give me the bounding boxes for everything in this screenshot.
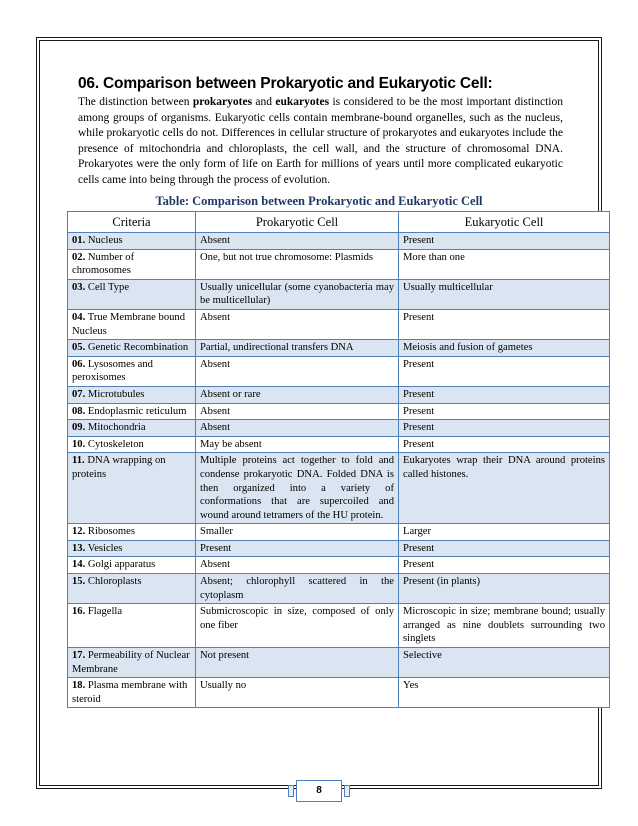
eukaryotic-cell: Present: [399, 557, 610, 574]
eukaryotic-cell: Present: [399, 309, 610, 339]
criteria-cell: [68, 436, 196, 453]
prokaryotic-cell: Absent; chlorophyll scattered in the cytoplasm: [196, 574, 399, 604]
row-number: 17.: [72, 650, 86, 662]
criteria-cell: [68, 233, 196, 250]
criteria-cell: [68, 540, 196, 557]
criteria-label: True Membrane bound Nucleus: [72, 311, 186, 337]
row-number: 08.: [72, 405, 86, 417]
eukaryotic-cell: Present: [399, 386, 610, 403]
table-row: [68, 279, 610, 309]
eukaryotic-cell: Present: [399, 356, 610, 386]
prokaryotic-cell: Submicroscopic in size, composed of only one fiber: [196, 604, 399, 648]
page-number: 8: [296, 780, 342, 802]
table-row: [68, 678, 610, 708]
intro-text-2: and: [252, 96, 276, 108]
intro-bold-prokaryotes: prokaryotes: [192, 96, 253, 108]
row-number: 05.: [72, 342, 86, 354]
prokaryotic-cell: One, but not true chromosome: Plasmids: [196, 249, 399, 279]
criteria-label: Cell Type: [87, 281, 130, 293]
criteria-cell: [68, 420, 196, 437]
table-row: [68, 648, 610, 678]
row-number: 16.: [72, 606, 86, 618]
criteria-label: Genetic Recombination: [87, 342, 189, 354]
table-row: [68, 403, 610, 420]
table-row: [68, 436, 610, 453]
criteria-cell: [68, 678, 196, 708]
criteria-cell: [68, 340, 196, 357]
intro-bold-eukaryotes: eukaryotes: [275, 96, 330, 108]
eukaryotic-cell: Present: [399, 540, 610, 557]
criteria-label: Nucleus: [87, 235, 123, 246]
criteria-cell: [68, 557, 196, 574]
criteria-label: Number of chromosomes: [72, 251, 135, 277]
row-number: 02.: [72, 251, 86, 263]
prokaryotic-cell: Usually no: [196, 678, 399, 708]
table-row: [68, 340, 610, 357]
table-body: [68, 233, 610, 708]
section-heading: 06. Comparison between Prokaryotic and Eukaryotic Cell:: [78, 75, 493, 92]
criteria-cell: [68, 309, 196, 339]
eukaryotic-cell: Present: [399, 403, 610, 420]
row-number: 13.: [72, 542, 86, 554]
criteria-cell: [68, 249, 196, 279]
row-number: 03.: [72, 281, 86, 293]
eukaryotic-cell: Present: [399, 420, 610, 437]
prokaryotic-cell: Absent or rare: [196, 386, 399, 403]
criteria-label: Permeability of Nuclear Membrane: [72, 650, 190, 675]
criteria-label: Cytoskeleton: [87, 438, 144, 450]
comparison-table: [67, 211, 610, 708]
criteria-label: Ribosomes: [87, 526, 135, 538]
table-row: [68, 574, 610, 604]
prokaryotic-cell: Absent: [196, 420, 399, 437]
criteria-cell: [68, 648, 196, 678]
row-number: 09.: [72, 422, 86, 434]
criteria-cell: [68, 386, 196, 403]
row-number: 07.: [72, 388, 86, 400]
table-row: [68, 557, 610, 574]
row-number: 06.: [72, 358, 86, 370]
criteria-cell: [68, 356, 196, 386]
eukaryotic-cell: Present (in plants): [399, 574, 610, 604]
criteria-label: Golgi apparatus: [87, 559, 156, 571]
criteria-label: DNA wrapping on proteins: [72, 455, 166, 480]
eukaryotic-cell: Meiosis and fusion of gametes: [399, 340, 610, 357]
row-number: 18.: [72, 680, 86, 692]
prokaryotic-cell: Absent: [196, 309, 399, 339]
prokaryotic-cell: Present: [196, 540, 399, 557]
table-row: [68, 604, 610, 648]
table-header-row: [68, 212, 610, 233]
eukaryotic-cell: Present: [399, 233, 610, 250]
table-row: [68, 356, 610, 386]
criteria-cell: [68, 279, 196, 309]
prokaryotic-cell: May be absent: [196, 436, 399, 453]
eukaryotic-cell: Present: [399, 436, 610, 453]
row-number: 04.: [72, 311, 86, 323]
intro-paragraph: [78, 95, 563, 189]
criteria-label: Mitochondria: [87, 422, 146, 434]
eukaryotic-cell: Usually multicellular: [399, 279, 610, 309]
prokaryotic-cell: Absent: [196, 233, 399, 250]
eukaryotic-cell: Yes: [399, 678, 610, 708]
criteria-label: Microtubules: [87, 388, 145, 400]
criteria-label: Endoplasmic reticulum: [87, 405, 187, 417]
prokaryotic-cell: Usually unicellular (some cyanobacteria may be multicellular): [196, 279, 399, 309]
row-number: 15.: [72, 576, 86, 588]
criteria-label: Chloroplasts: [87, 576, 142, 588]
table-row: [68, 249, 610, 279]
criteria-cell: [68, 604, 196, 648]
prokaryotic-cell: Not present: [196, 648, 399, 678]
table-row: [68, 233, 610, 250]
criteria-cell: [68, 524, 196, 541]
header-prokaryotic: Prokaryotic Cell: [196, 212, 399, 233]
table-row: [68, 540, 610, 557]
prokaryotic-cell: Absent: [196, 403, 399, 420]
row-number: 11.: [72, 455, 85, 467]
table-title: Table: Comparison between Prokaryotic and Eukaryotic Cell: [155, 194, 483, 208]
row-number: 14.: [72, 559, 86, 571]
criteria-label: Vesicles: [87, 542, 123, 554]
table-row: [68, 386, 610, 403]
row-number: 01.: [72, 235, 86, 246]
eukaryotic-cell: Microscopic in size; membrane bound; usually arranged as nine doublets surrounding two singlets: [399, 604, 610, 648]
intro-text-3: is considered to be the most important distinction among groups of organisms. Eukaryotic cells contain membrane-bound organelles, such as the nucleus, while prokaryotic cells do not. Differences in cellular structure of prokaryotes and eukaryotes include the presence of mitochondria and chloroplasts, the cell wall, and the structure of chromosomal DNA. Prokaryotes were the only form of life on Earth for millions of years until more complicated eukaryotic cells came into being through the process of evolution.: [78, 96, 563, 186]
table-row: [68, 309, 610, 339]
intro-text-1: The distinction between: [78, 96, 193, 108]
prokaryotic-cell: Absent: [196, 557, 399, 574]
row-number: 10.: [72, 438, 86, 450]
eukaryotic-cell: Selective: [399, 648, 610, 678]
row-number: 12.: [72, 526, 86, 538]
criteria-cell: [68, 574, 196, 604]
prokaryotic-cell: Smaller: [196, 524, 399, 541]
criteria-label: Lysosomes and peroxisomes: [72, 358, 153, 384]
header-criteria: Criteria: [68, 212, 196, 233]
eukaryotic-cell: More than one: [399, 249, 610, 279]
criteria-cell: [68, 453, 196, 524]
eukaryotic-cell: Larger: [399, 524, 610, 541]
prokaryotic-cell: Partial, undirectional transfers DNA: [196, 340, 399, 357]
table-row: [68, 524, 610, 541]
eukaryotic-cell: Eukaryotes wrap their DNA around proteins called histones.: [399, 453, 610, 524]
criteria-label: Plasma membrane with steroid: [72, 680, 188, 705]
prokaryotic-cell: Multiple proteins act together to fold and condense prokaryotic DNA. Folded DNA is then organized into a variety of conformations that are supercoiled and wound around tetramers of the HU protein.: [196, 453, 399, 524]
criteria-cell: [68, 403, 196, 420]
criteria-label: Flagella: [87, 606, 123, 618]
prokaryotic-cell: Absent: [196, 356, 399, 386]
table-row: [68, 420, 610, 437]
table-row: [68, 453, 610, 524]
header-eukaryotic: Eukaryotic Cell: [399, 212, 610, 233]
